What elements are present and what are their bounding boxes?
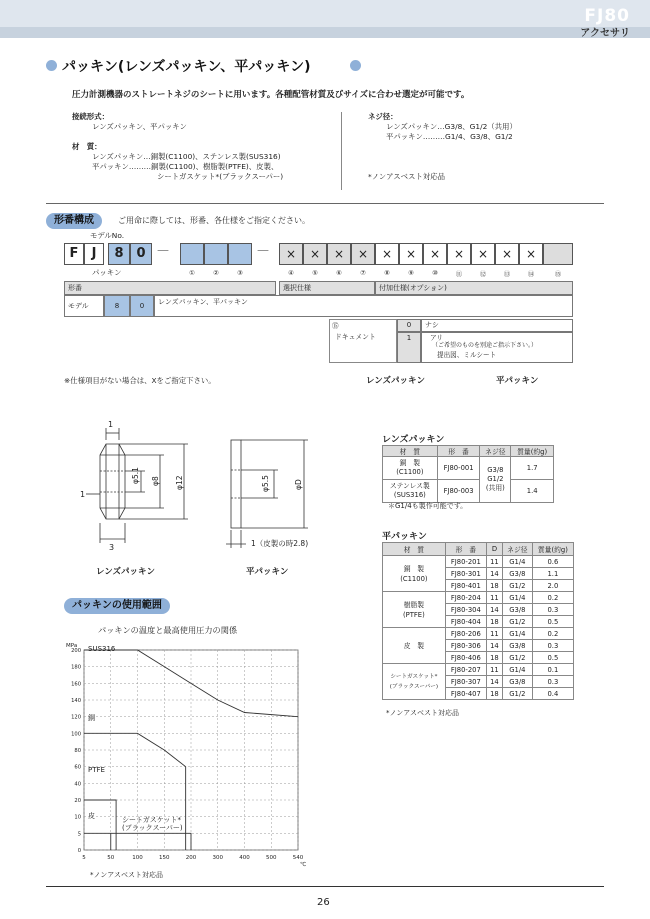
range-badge: パッキンの使用範囲 [64, 598, 170, 614]
x-tick-label: 100 [132, 855, 143, 861]
lens-mat1: 銅 製 [399, 459, 421, 467]
lens-table [382, 445, 554, 503]
y-tick-label: 100 [71, 731, 81, 738]
flat-part: FJ80-406 [445, 652, 486, 664]
y-axis-unit: MPa [66, 643, 78, 649]
product-code: FJ80 [584, 6, 630, 26]
section-title: パッキン(レンズパッキン、平パッキン) [62, 59, 311, 75]
letter-box-f: F [64, 243, 84, 265]
dim-phi55: φ5.5 [261, 475, 270, 492]
flat-thread: G3/8 [502, 568, 532, 580]
x-tick-label: 5 [82, 855, 86, 861]
select-spec-header: 選択仕様 [279, 281, 375, 295]
y-tick-label: 120 [71, 714, 81, 721]
dim-thickness: 1（皮製の時2.8) [251, 539, 309, 548]
mat-label: 材 質： [72, 142, 102, 151]
flat-material [383, 664, 446, 700]
lens-table-note: ＊G1/4も製作可能です。 [388, 502, 468, 510]
table-row [383, 556, 574, 568]
pos10-box[interactable]: × [423, 243, 447, 265]
y-tick-label: 200 [71, 648, 81, 654]
x-axis-unit: ℃ [300, 862, 307, 868]
flat-d: 11 [486, 556, 502, 568]
series-label: 銅 [88, 714, 95, 722]
flat-part: FJ80-407 [445, 688, 486, 700]
footer-rule [46, 886, 604, 887]
page-number: 26 [317, 897, 330, 908]
pos8-box[interactable]: × [375, 243, 399, 265]
flat-mass: 0.5 [532, 652, 573, 664]
col-thread: ネジ径 [502, 543, 532, 556]
table-row [383, 628, 574, 640]
dim-3: 3 [109, 543, 115, 552]
flat-mass: 0.5 [532, 616, 573, 628]
col-material: 材 質 [383, 543, 446, 556]
pos7-box[interactable]: × [351, 243, 375, 265]
flat-mass: 0.3 [532, 676, 573, 688]
katban-row-header: 形番 [64, 281, 276, 295]
flat-part: FJ80-404 [445, 616, 486, 628]
flat-thread: G1/2 [502, 652, 532, 664]
series-label: 皮 [88, 812, 95, 820]
flat-thread: G1/4 [502, 556, 532, 568]
y-tick-label: 10 [74, 814, 81, 821]
col-part: 形 番 [445, 543, 486, 556]
flat-thread: G3/8 [502, 604, 532, 616]
pos2-box[interactable] [204, 243, 228, 265]
flat-material-name: 樹脂製 [403, 600, 425, 609]
flat-thread: G1/4 [502, 664, 532, 676]
flat-label: 平パッキン [496, 376, 539, 386]
spec-divider [341, 112, 342, 190]
x-tick-label: 200 [185, 855, 197, 861]
lens-mat2: ステンレス製 [389, 482, 430, 490]
conn-value: レンズパッキン、平パッキン [92, 122, 187, 131]
pos-num: ④ [288, 269, 294, 277]
caption-flat: 平パッキン [246, 567, 289, 577]
thread-line1: レンズパッキン…G3/8、G1/2（共用） [386, 122, 517, 131]
dash: — [257, 243, 269, 257]
letter-box-0: 0 [130, 243, 152, 265]
pos-num: ⑥ [336, 269, 342, 277]
pos11-box[interactable]: × [447, 243, 471, 265]
pos-num: ③ [237, 269, 243, 277]
pos13-box[interactable]: × [495, 243, 519, 265]
x-footnote: ※仕様項目がない場合は、Xをご指定下さい。 [64, 376, 216, 385]
flat-d: 14 [486, 604, 502, 616]
dim-1-top: 1 [108, 420, 114, 429]
dim-1-left: 1 [80, 490, 86, 499]
flat-d: 14 [486, 676, 502, 688]
flat-thread: G1/2 [502, 616, 532, 628]
col-part: 形 番 [437, 446, 480, 457]
packing-label: パッキン [92, 268, 122, 277]
pos3-box[interactable] [228, 243, 252, 265]
pos14-box[interactable]: × [519, 243, 543, 265]
doc-opt1-text: アリ [430, 334, 443, 342]
pos-num: ⑫ [479, 270, 487, 278]
pos-num: ⑪ [455, 270, 463, 278]
col-material: 材 質 [383, 446, 438, 457]
flat-mass: 0.2 [532, 628, 573, 640]
header-band [0, 27, 650, 38]
x-tick-label: 540 [292, 855, 304, 861]
lens-part1: FJ80-001 [437, 457, 480, 480]
lens-mat1-sub: (C1100) [396, 468, 424, 476]
doc-opt1-code: 1 [397, 332, 421, 363]
flat-material [383, 592, 446, 628]
flat-thread: G3/8 [502, 640, 532, 652]
mat-line1: レンズパッキン…銅製(C1100)、ステンレス製(SUS316) [92, 152, 281, 161]
flat-mass: 0.3 [532, 640, 573, 652]
flat-mass: 0.3 [532, 604, 573, 616]
flat-table-title: 平パッキン [382, 532, 427, 542]
flat-part: FJ80-304 [445, 604, 486, 616]
flat-part: FJ80-307 [445, 676, 486, 688]
flat-thread: G1/2 [502, 580, 532, 592]
flat-d: 14 [486, 640, 502, 652]
y-tick-label: 140 [71, 698, 81, 704]
bullet-dot-icon [350, 60, 361, 71]
x-tick-label: 150 [159, 855, 170, 861]
table-row [383, 592, 574, 604]
flat-material-name: 銅 製 [403, 564, 425, 573]
letter-box-j: J [84, 243, 104, 265]
model-row-label: モデル [64, 295, 104, 317]
pos-num: ⑩ [432, 269, 438, 277]
flat-d: 18 [486, 652, 502, 664]
lens-thread-3: (共用) [485, 484, 505, 492]
flat-mass: 0.1 [532, 664, 573, 676]
dim-phi8: φ8 [151, 476, 160, 486]
pos-num: ⑮ [554, 270, 562, 278]
series-label-sub: (ブラックスーパー) [122, 824, 183, 832]
flat-mass: 0.4 [532, 688, 573, 700]
flat-part: FJ80-204 [445, 592, 486, 604]
flat-part: FJ80-201 [445, 556, 486, 568]
pos6-box[interactable]: × [327, 243, 351, 265]
pos-num: ⑭ [527, 270, 535, 278]
pos5-box[interactable]: × [303, 243, 327, 265]
model-code-0: 0 [130, 295, 154, 317]
category-label: アクセサリ [580, 28, 630, 39]
flat-mass: 0.2 [532, 592, 573, 604]
flat-mass: 1.1 [532, 568, 573, 580]
doc-label: ドキュメント [335, 333, 376, 341]
series-label: シートガスケット* [122, 816, 181, 824]
letter-box-8: 8 [108, 243, 130, 265]
y-tick-label: 40 [74, 781, 81, 788]
option-spec-header: 付加仕様(オプション) [375, 281, 573, 295]
asbestos-note: *ノンアスベスト対応品 [368, 172, 446, 181]
flat-thread: G3/8 [502, 676, 532, 688]
lens-part2: FJ80-003 [437, 480, 480, 503]
series-label: SUS316 [88, 645, 116, 653]
x-tick-label: 400 [239, 855, 250, 861]
flat-material-sub: (ブラックスーパー) [389, 683, 439, 690]
col-mass: 質量(約g) [511, 446, 554, 457]
mat-line2: 平パッキン………銅製(C1100)、樹脂製(PTFE)、皮製、 [92, 162, 279, 171]
flat-thread: G1/2 [502, 688, 532, 700]
flat-material [383, 628, 446, 664]
y-tick-label: 5 [77, 831, 81, 838]
pos-num: ② [213, 269, 219, 277]
flat-part: FJ80-207 [445, 664, 486, 676]
table-row [383, 457, 554, 480]
flat-part: FJ80-301 [445, 568, 486, 580]
lens-label: レンズパッキン [366, 376, 425, 386]
flat-d: 18 [486, 616, 502, 628]
model-badge: 形番構成 [46, 213, 102, 229]
lead-text: 圧力計測機器のストレートネジのシートに用います。各種配管材質及びサイズに合わせ選定が可能です。 [72, 90, 470, 100]
flat-thread: G1/4 [502, 592, 532, 604]
y-tick-label: 20 [74, 798, 81, 804]
doc-opt0-code: 0 [397, 319, 421, 332]
y-tick-label: 180 [71, 664, 81, 671]
flat-part: FJ80-401 [445, 580, 486, 592]
flat-d: 18 [486, 688, 502, 700]
flat-d: 11 [486, 628, 502, 640]
pos-num: ⑧ [384, 269, 390, 277]
flat-table [382, 542, 574, 700]
dim-phiD: φD [294, 479, 303, 490]
y-tick-label: 80 [74, 748, 81, 754]
flat-mass: 0.6 [532, 556, 573, 568]
doc-opt1-note1: （ご希望のものを別途ご指示下さい。） [432, 342, 538, 349]
pos9-box[interactable]: × [399, 243, 423, 265]
pos-num: ⑦ [360, 269, 366, 277]
flat-part: FJ80-306 [445, 640, 486, 652]
pos-num: ⑤ [312, 269, 318, 277]
y-tick-label: 60 [74, 764, 81, 771]
y-tick-label: 0 [77, 848, 81, 854]
model-desc: ご用命に際しては、形番、各仕様をご指定ください。 [118, 216, 310, 225]
flat-d: 14 [486, 568, 502, 580]
dash: — [157, 243, 169, 257]
col-thread: ネジ径 [480, 446, 511, 457]
flat-material-sub: (PTFE) [403, 610, 425, 619]
y-tick-label: 160 [71, 681, 81, 688]
dim-phi51: φ5.1 [131, 467, 140, 484]
pos12-box[interactable]: × [471, 243, 495, 265]
mat-line3: シートガスケット*(ブラックスーパー) [157, 172, 284, 181]
doc-opt0-text: ナシ [421, 319, 573, 332]
bullet-dot-icon [46, 60, 57, 71]
pos4-box[interactable]: × [279, 243, 303, 265]
doc-num: ⑮ [332, 322, 339, 330]
flat-packing-drawing [226, 430, 366, 555]
section-rule [46, 203, 604, 204]
flat-material-name: シートガスケット* [390, 673, 438, 680]
chart-note: *ノンアスベスト対応品 [90, 871, 163, 879]
doc-opt1-note2: 提出図、ミルシート [437, 351, 497, 359]
caption-lens: レンズパッキン [96, 567, 155, 577]
flat-mass: 2.0 [532, 580, 573, 592]
flat-d: 18 [486, 580, 502, 592]
x-tick-label: 500 [266, 855, 277, 861]
dim-phi12: φ12 [175, 475, 184, 490]
flat-part: FJ80-206 [445, 628, 486, 640]
series-label: PTFE [88, 766, 105, 774]
pressure-temp-chart [58, 638, 308, 870]
lens-packing-drawing [78, 418, 228, 553]
pos-num: ① [189, 269, 195, 277]
thread-label: ネジ径： [368, 112, 398, 121]
lens-thread-2: G1/2 [487, 475, 504, 483]
model-desc-cell: レンズパッキン、平パッキン [154, 295, 573, 317]
x-tick-label: 50 [107, 855, 115, 861]
table-row [383, 664, 574, 676]
flat-d: 11 [486, 664, 502, 676]
col-mass: 質量(約g) [532, 543, 573, 556]
flat-thread: G1/4 [502, 628, 532, 640]
flat-material-sub: (C1100) [400, 574, 428, 583]
lens-table-title: レンズパッキン [382, 435, 445, 445]
flat-table-note: *ノンアスベスト対応品 [386, 709, 459, 717]
flat-material [383, 556, 446, 592]
pos-num: ⑬ [503, 270, 511, 278]
conn-label: 接続形式： [72, 112, 109, 121]
flat-material-name: 皮 製 [403, 641, 425, 650]
lens-mat2-sub: (SUS316) [393, 491, 426, 499]
pos-num: ⑨ [408, 269, 414, 277]
lens-thread-1: G3/8 [487, 466, 504, 474]
model-no-label: モデルNo. [90, 231, 125, 240]
lens-mass2: 1.4 [511, 480, 554, 503]
pos15-box[interactable] [543, 243, 573, 265]
x-tick-label: 300 [212, 855, 223, 861]
table-row [383, 480, 554, 503]
flat-d: 11 [486, 592, 502, 604]
chart-title: パッキンの温度と最高使用圧力の関係 [98, 625, 238, 635]
thread-line2: 平パッキン………G1/4、G3/8、G1/2 [386, 132, 513, 141]
col-d: D [486, 543, 502, 556]
lens-mass1: 1.7 [511, 457, 554, 480]
pos1-box[interactable] [180, 243, 204, 265]
model-code-8: 8 [104, 295, 130, 317]
